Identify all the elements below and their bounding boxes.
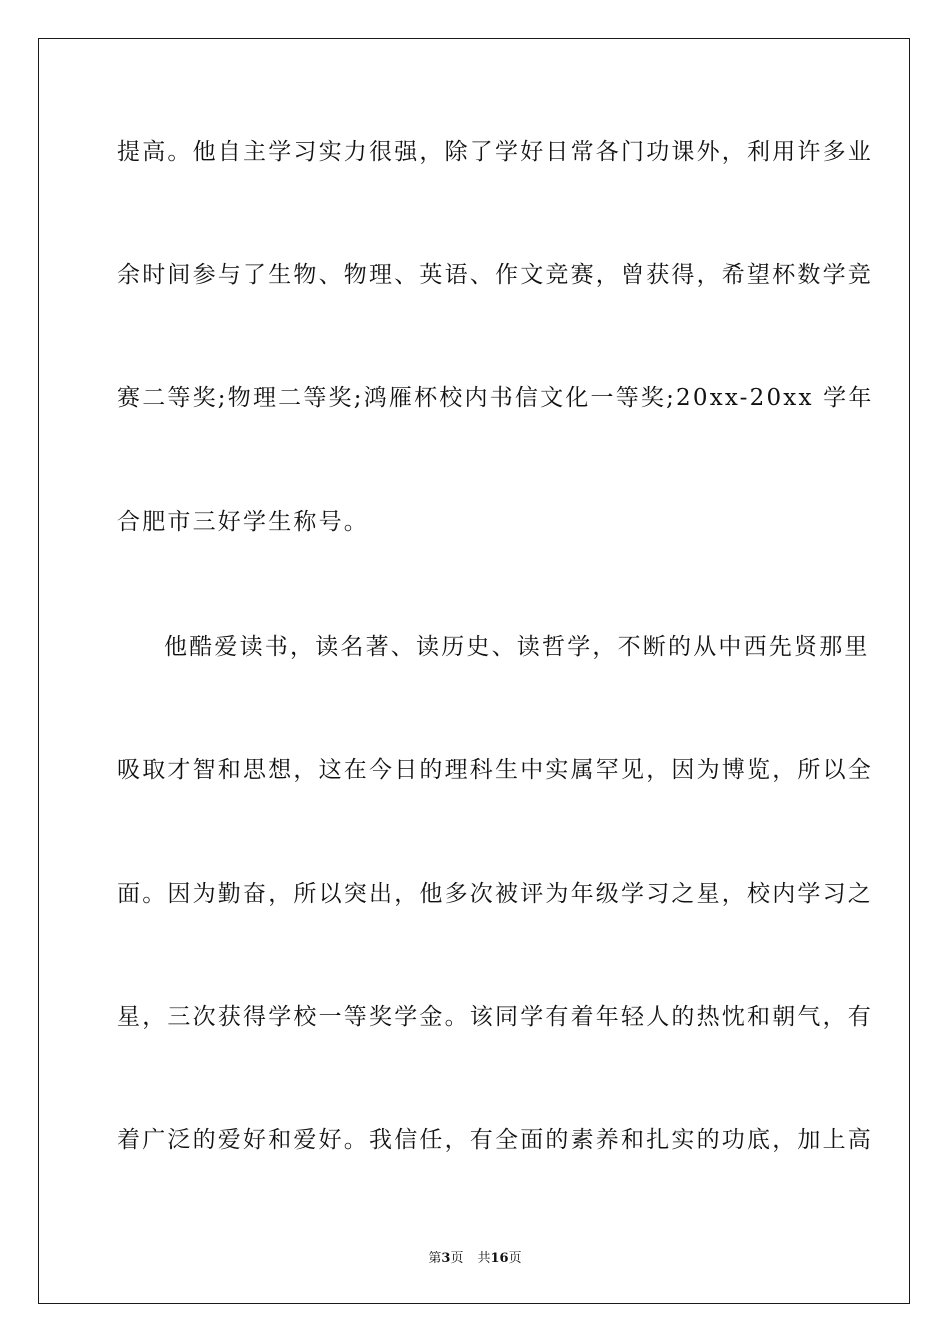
total-pages: 16 <box>490 1251 509 1266</box>
page-border <box>38 38 910 1304</box>
page-number: 3 <box>441 1251 451 1266</box>
page-suffix: 页 <box>450 1251 464 1266</box>
text-line: 星，三次获得学校一等奖学金。该同学有着年轻人的热忱和朝气，有 <box>117 1004 873 1030</box>
text-line: 着广泛的爱好和爱好。我信任，有全面的素养和扎实的功底，加上高 <box>117 1127 873 1153</box>
text-line: 提高。他自主学习实力很强，除了学好日常各门功课外，利用许多业 <box>117 139 873 165</box>
page-footer <box>0 1247 950 1266</box>
text-line: 合肥市三好学生称号。 <box>117 509 369 535</box>
total-suffix: 页 <box>508 1251 522 1266</box>
text-line: 赛二等奖;物理二等奖;鸿雁杯校内书信文化一等奖;20xx-20xx 学年 <box>117 385 874 411</box>
text-line: 余时间参与了生物、物理、英语、作文竞赛，曾获得，希望杯数学竞 <box>117 262 873 288</box>
page-prefix: 第 <box>428 1251 442 1266</box>
total-prefix: 共 <box>477 1251 491 1266</box>
text-line: 吸取才智和思想，这在今日的理科生中实属罕见，因为博览，所以全 <box>117 757 873 783</box>
text-line: 面。因为勤奋，所以突出，他多次被评为年级学习之星，校内学习之 <box>117 881 873 907</box>
paragraph-first-line: 他酷爱读书，读名著、读历史、读哲学，不断的从中西先贤那里 <box>164 634 870 660</box>
